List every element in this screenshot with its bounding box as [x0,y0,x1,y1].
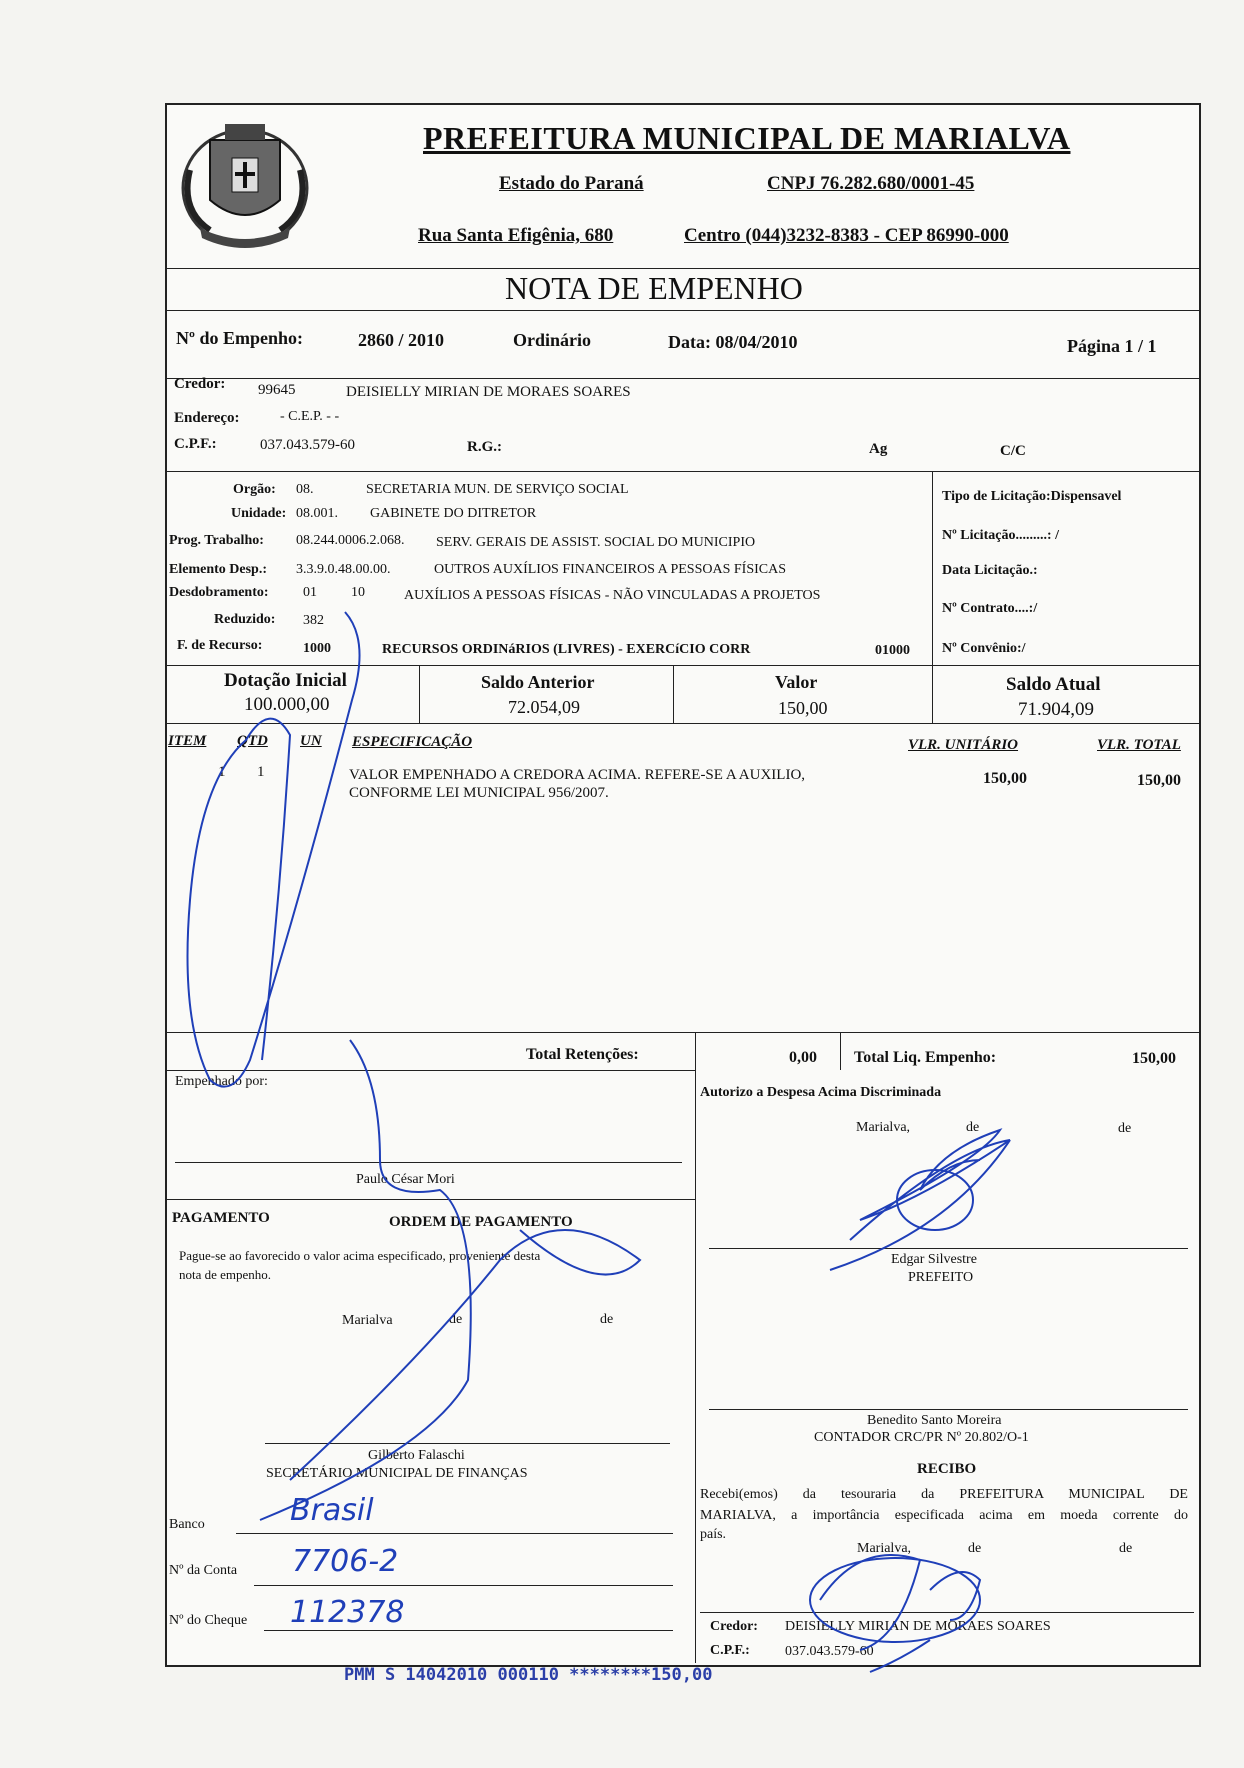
recibo-title: RECIBO [917,1461,977,1477]
empenho-type: Ordinário [513,330,592,350]
liq-empenho-value: 150,00 [1132,1050,1176,1067]
credor-label: Credor: [174,376,226,392]
recibo-text-line1: Recebi(emos) da tesouraria da PREFEITURA MUNICIPAL DE [700,1487,1188,1502]
orgao-code: 08. [296,482,314,497]
desd-code1: 01 [303,585,317,600]
empenhado-signer: Paulo César Mori [356,1172,455,1187]
state-label: Estado do Paraná [499,173,644,194]
anterior-value: 72.054,09 [508,697,580,717]
liq-empenho-label: Total Liq. Empenho: [854,1049,997,1066]
page-number: Página 1 / 1 [1067,336,1157,356]
document-title: NOTA DE EMPENHO [505,270,803,306]
financas-signer: Gilberto Falaschi [368,1448,465,1463]
cnpj-label: CNPJ 76.282.680/0001-45 [767,173,975,194]
address-value: - C.E.P. - - [280,409,340,424]
rg-label: R.G.: [467,439,502,455]
pagamento-text-line2: nota de empenho. [179,1267,272,1282]
conta-label: Nº da Conta [169,1563,238,1578]
desd-label: Desdobramento: [169,585,269,600]
desd-code2: 10 [351,585,365,600]
elem-code: 3.3.9.0.48.00.00. [296,562,391,577]
pagamento-place: Marialva [342,1313,393,1328]
payment-stamp: PMM S 14042010 000110 ********150,00 [344,1665,713,1685]
coat-of-arms-logo [170,110,320,260]
prog-code: 08.244.0006.2.068. [296,533,405,548]
retencoes-value: 0,00 [789,1049,817,1066]
recurso-num: 01000 [875,643,910,658]
table-row-item: 1 [218,764,226,780]
recibo-text-line2: MARIALVA, a importância especificada acima em moeda corrente do [700,1508,1188,1523]
dotacao-label: Dotação Inicial [224,670,347,691]
table-row-espec-line1: VALOR EMPENHADO A CREDORA ACIMA. REFERE-SE A AUXILIO, [349,767,806,783]
reduzido-label: Reduzido: [214,612,276,627]
recibo-credor-label: Credor: [710,1619,758,1634]
credor-name: DEISIELLY MIRIAN DE MORAES SOARES [346,384,631,400]
autorizo-de1: de [966,1120,980,1135]
unidade-code: 08.001. [296,506,338,521]
elem-label: Elemento Desp.: [169,562,267,577]
recibo-text-line3: país. [700,1527,727,1542]
unit-value-header: VLR. UNITÁRIO [908,737,1019,753]
prog-label: Prog. Trabalho: [169,533,264,548]
un-header: UN [300,733,322,749]
item-header: ITEM [168,733,207,749]
table-row-total: 150,00 [1137,772,1181,789]
valor-value: 150,00 [778,698,828,718]
conta-value: 7706-2 [292,1544,399,1579]
licitacao-type: Tipo de Licitação:Dispensavel [942,489,1122,504]
recurso-code: 1000 [303,641,331,656]
valor-label: Valor [775,672,818,692]
table-row-espec-line2: CONFORME LEI MUNICIPAL 956/2007. [349,785,609,801]
pagamento-de1: de [449,1312,463,1327]
table-row-qtd: 1 [257,764,265,780]
prefeito-role: PREFEITO [908,1270,974,1285]
total-value-header: VLR. TOTAL [1097,737,1181,753]
atual-value: 71.904,09 [1018,699,1094,720]
city-hall-title: PREFEITURA MUNICIPAL DE MARIALVA [423,120,1071,156]
prog-desc: SERV. GERAIS DE ASSIST. SOCIAL DO MUNICIPIO [436,535,756,550]
street-label: Rua Santa Efigênia, 680 [418,225,614,246]
autorizo-label: Autorizo a Despesa Acima Discriminada [700,1085,942,1100]
anterior-label: Saldo Anterior [481,672,595,692]
desd-desc: AUXÍLIOS A PESSOAS FÍSICAS - NÃO VINCULADAS A PROJETOS [404,588,821,603]
licitacao-number: Nº Licitação.........: / [942,528,1059,543]
credor-code: 99645 [258,382,296,398]
financas-role: SECRETÁRIO MUNICIPAL DE FINANÇAS [266,1466,528,1481]
cpf-value: 037.043.579-60 [260,437,355,453]
contact-label: Centro (044)3232-8383 - CEP 86990-000 [684,225,1009,246]
retencoes-label: Total Retenções: [526,1046,639,1063]
empenhado-label: Empenhado por: [175,1074,268,1089]
atual-label: Saldo Atual [1006,674,1101,695]
table-row-unit: 150,00 [983,770,1027,787]
qtd-header: QTD [237,733,268,749]
contador-name: Benedito Santo Moreira [867,1413,1002,1428]
autorizo-place: Marialva, [856,1120,911,1135]
address-label: Endereço: [174,410,240,426]
cheque-value: 112378 [290,1595,405,1630]
unidade-desc: GABINETE DO DITRETOR [370,506,537,521]
cpf-label: C.P.F.: [174,436,217,452]
elem-desc: OUTROS AUXÍLIOS FINANCEIROS A PESSOAS FÍSICAS [434,562,787,577]
ag-label: Ag [869,441,888,457]
cc-label: C/C [1000,443,1026,459]
recibo-credor-value: DEISIELLY MIRIAN DE MORAES SOARES [785,1619,1051,1634]
recibo-cpf-value: 037.043.579-60 [785,1644,874,1659]
cheque-label: Nº do Cheque [169,1613,248,1628]
licitacao-date: Data Licitação.: [942,563,1038,578]
banco-value: Brasil [290,1493,374,1528]
dotacao-value: 100.000,00 [244,694,330,715]
pagamento-de2: de [600,1312,614,1327]
orgao-label: Orgão: [233,482,276,497]
recibo-de2: de [1119,1541,1133,1556]
banco-label: Banco [169,1517,205,1532]
empenho-number: 2860 / 2010 [358,330,445,350]
contrato-number: Nº Contrato....:/ [942,601,1038,616]
empenho-date: Data: 08/04/2010 [668,332,798,352]
reduzido-value: 382 [303,613,324,628]
espec-header: ESPECIFICAÇÃO [352,734,473,750]
orgao-desc: SECRETARIA MUN. DE SERVIÇO SOCIAL [366,482,629,497]
ordem-pagamento-label: ORDEM DE PAGAMENTO [389,1214,573,1230]
pagamento-label: PAGAMENTO [172,1210,270,1226]
convenio-number: Nº Convênio:/ [942,641,1026,656]
prefeito-signer: Edgar Silvestre [891,1252,977,1267]
recurso-label: F. de Recurso: [177,638,263,653]
recibo-place: Marialva, [857,1541,912,1556]
unidade-label: Unidade: [231,506,287,521]
empenho-number-label: Nº do Empenho: [176,328,303,348]
recibo-de1: de [968,1541,982,1556]
autorizo-de2: de [1118,1121,1132,1136]
recibo-cpf-label: C.P.F.: [710,1643,750,1658]
contador-role: CONTADOR CRC/PR Nº 20.802/O-1 [814,1430,1029,1445]
recurso-desc: RECURSOS ORDINáRIOS (LIVRES) - EXERCíCIO CORR [382,642,751,657]
pagamento-text-line1: Pague-se ao favorecido o valor acima especificado, proveniente desta [179,1248,541,1263]
